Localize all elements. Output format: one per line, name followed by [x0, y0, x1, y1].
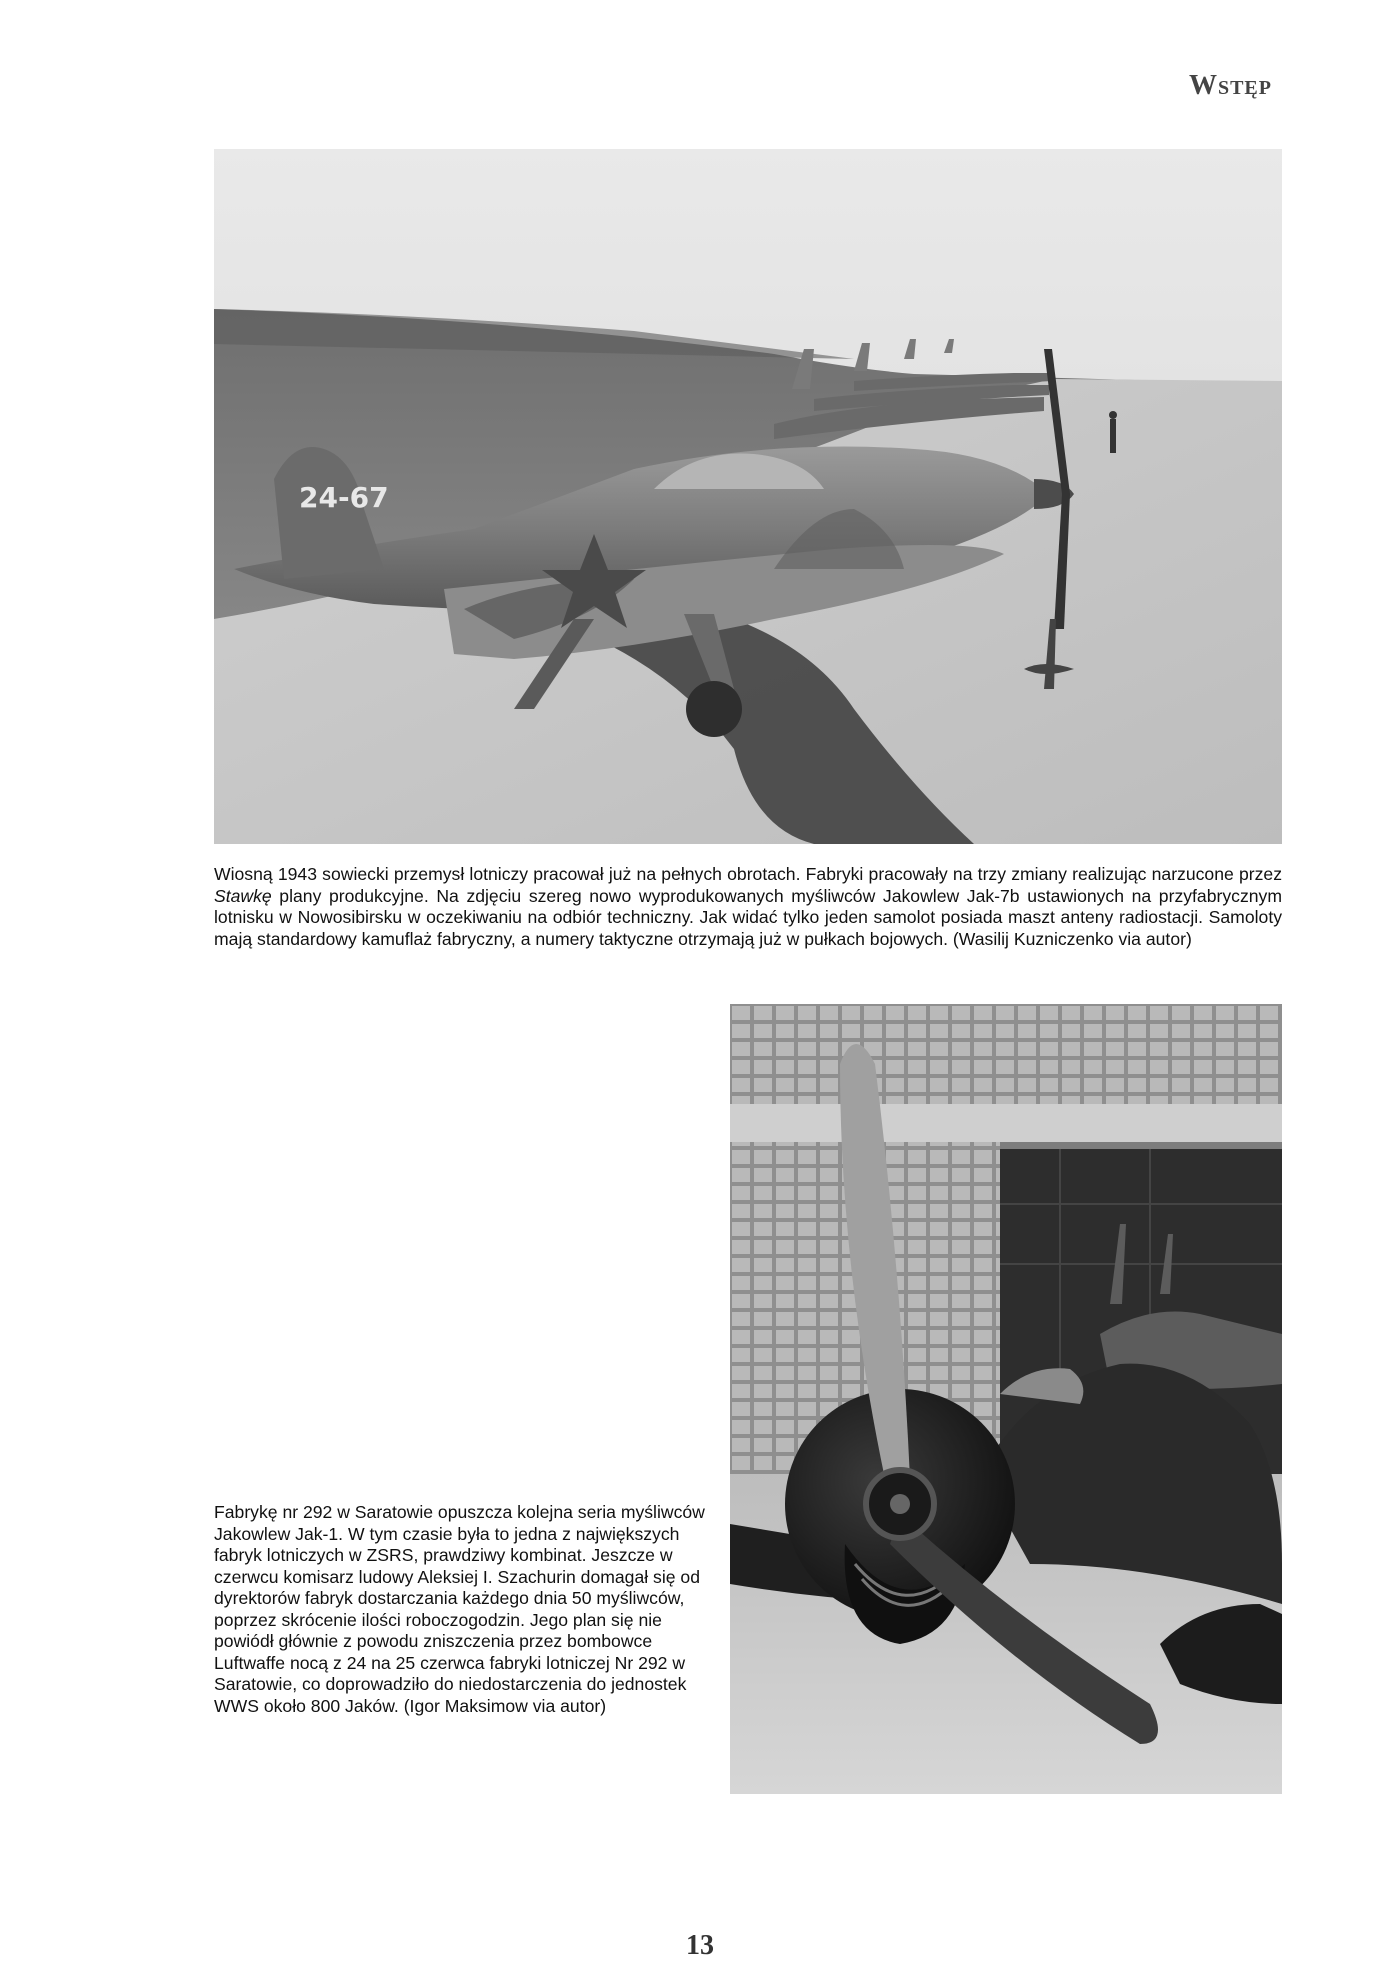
caption-bottom-photo: Fabrykę nr 292 w Saratowie opuszcza kolejna seria myśliwców Jakowlew Jak-1. W tym czasie była to jedna z największych fabryk lotniczych w ZSRS, prawdziwy kombinat. Jeszcze w czerwcu komisarz ludowy Aleksiej I. Szachurin domagał się od dyrektorów fabryk dostarczania każdego dnia 50 myśliwców, poprzez skrócenie ilości roboczogodzin. Jego plan się nie powiódł głównie z powodu zniszczenia przez bombowce Luftwaffe nocą z 24 na 25 czerwca fabryki lotniczej Nr 292 w Saratowie, co doprowadziło do niedostarczenia do jednostek WWS około 800 Jaków. (Igor Maksimow via autor): [214, 1502, 705, 1716]
caption-top-part-1: Wiosną 1943 sowiecki przemysł lotniczy pracował już na pełnych obrotach. Fabryki pracowały na trzy zmiany realizując narzucone przez: [214, 864, 1282, 884]
caption-top-stawka: Stawkę: [214, 885, 272, 906]
photo-yak7b-lineup: [214, 149, 1282, 844]
photo-yak1-hangar: [730, 1004, 1282, 1794]
photo-yak1-hangar-image: [730, 1004, 1282, 1794]
caption-top-photo: [214, 864, 1282, 950]
plane-tactical-number: 24-67: [299, 481, 389, 514]
page-number: 13: [686, 1930, 714, 1961]
caption-top-part-3: plany produkcyjne. Na zdjęciu szereg nowo wyprodukowanych myśliwców Jakowlew Jak-7b ustawionych na przyfabrycznym lotnisku w Nowosibirsku w oczekiwaniu na odbiór techniczny. Jak widać tylko jeden samolot posiada maszt anteny radiostacji. Samoloty mają standardowy kamuflaż fabryczny, a numery taktyczne otrzymają już w pułkach bojowych. (Wasilij Kuzniczenko via autor): [214, 885, 1282, 949]
photo-yak7b-lineup-image: [214, 149, 1282, 844]
section-header: Wstęp: [1188, 70, 1272, 101]
